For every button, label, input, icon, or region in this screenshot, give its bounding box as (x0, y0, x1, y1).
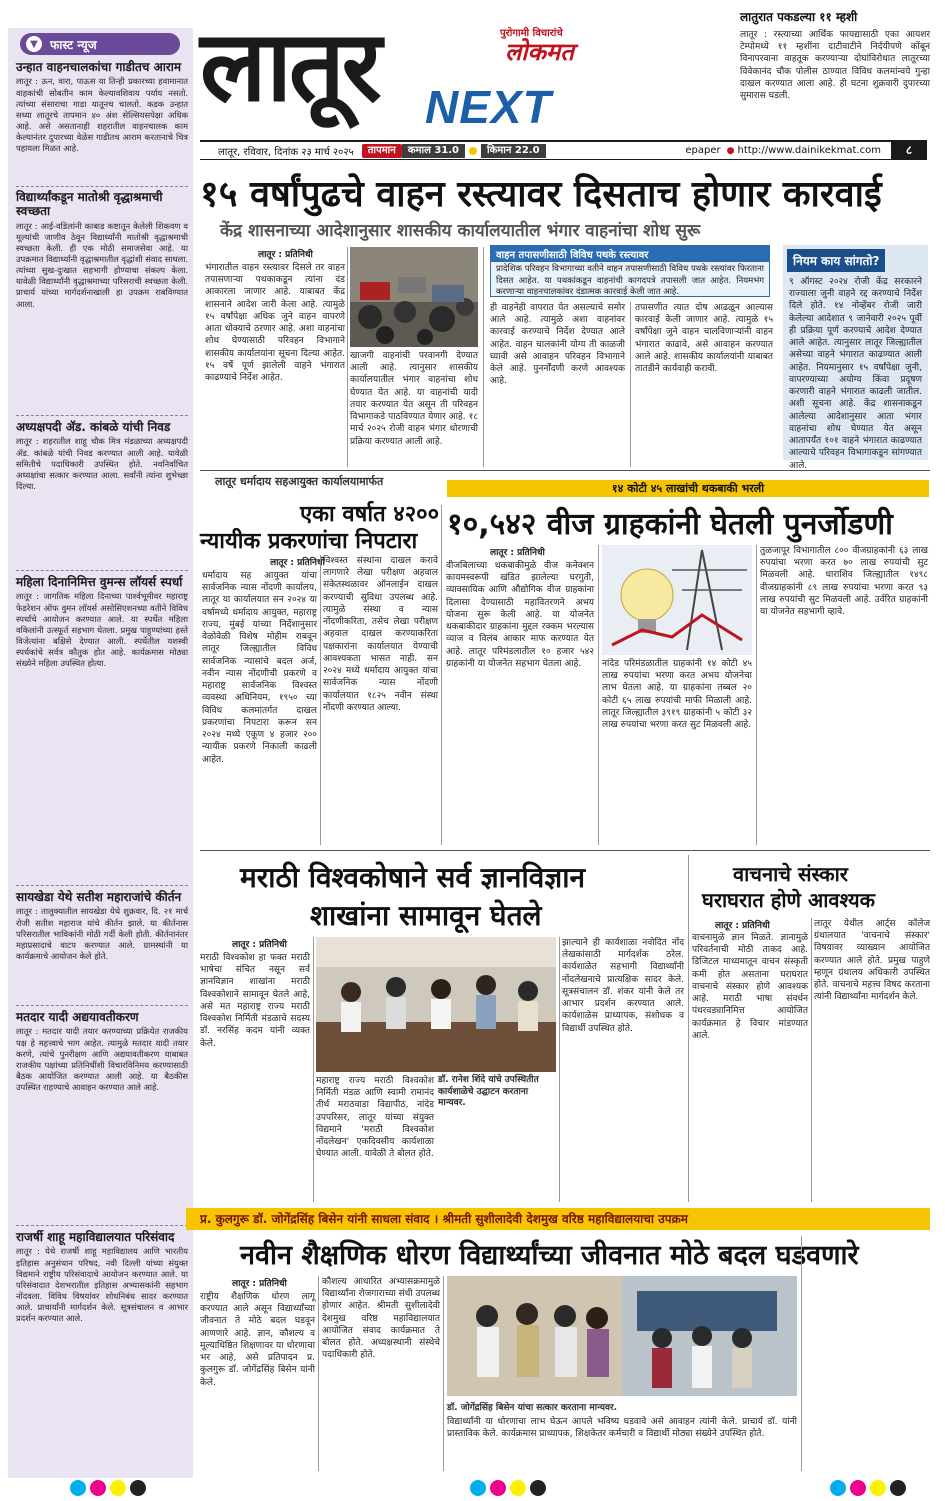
weather-label: तापमान (362, 144, 402, 158)
lead-subhead: केंद्र शासनाच्या आदेशानुसार शासकीय कार्यालयातील भंगार वाहनांचा शोध सुरू (220, 221, 701, 241)
power-col-1: वीजबिलाच्या थकबाकीमुळे वीज कनेक्शन कायमस्वरूपी खंडित झालेल्या घरगुती, व्यावसायिक आणि औद्योगिक वीज ग्राहकांना दिलासा देण्यासाठी महावितरणने अभय योजना सुरू केली आहे. या योजनेत थकबाकीदार ग्राहकांना मुद्दल रक्कम भरल्यास व्याज व विलंब आकार माफ करण्यात येत आहे. लातूर परिमंडलातील १० हजार ५४२ ग्राहकांनी या योजनेत सहभाग घेतला आहे. (446, 561, 594, 669)
lead-col-2: खाजगी वाहनांची परवानगी देण्यात आली आहे. त्यानुसार शासकीय कार्यालयातील भंगार वाहनांचा शोध घेण्यात येत आहे. या वाहनांची यादी तयार करण्यात येत असून ती परिवहन विभागाकडे पाठविण्यात येणार आहे. १८ मार्च २०२५ रोजी वाहन भंगार धोरणाची प्रक्रिया करण्यात आली आहे. (350, 351, 478, 447)
dateline: लातूर, रविवार, दिनांक २३ मार्च २०२५ (218, 146, 354, 158)
sidebar-item-title: मतदार यादी अद्ययावतीकरण (16, 1010, 139, 1024)
top-right-news (740, 8, 930, 136)
encyclopedia-byline: लातूर : प्रतिनिधी (232, 940, 287, 950)
rule-info-box (783, 245, 928, 471)
registration-mark (850, 1480, 866, 1496)
reading-col-2: लातूर येथील आर्ट्स कॉलेज ग्रंथालयात 'वाचनाचे संस्कार' विषयावर व्याख्यान आयोजित करण्यात आले होते. प्रमुख पाहुणे म्हणून ग्रंथालय अधिकारी उपस्थित होते. वाचनाचे महत्त्व विषद करताना त्यांनी विद्यार्थ्यांना मार्गदर्शन केले. (814, 919, 930, 1003)
registration-mark (510, 1480, 526, 1496)
education-photo-caption: डॉ. जोगेंद्रसिंह बिसेन यांचा सत्कार करताना मान्यवर. (447, 1403, 618, 1413)
sidebar-item-title: अध्यक्षपदी ॲड. कांबळे यांची निवड (16, 420, 171, 434)
reading-col-1: वाचनामुळे ज्ञान मिळते. ज्ञानामुळे परिवर्तनाची मोठी ताकद आहे. डिजिटल माध्यमातून वाचन संस्कृती कमी होत असताना घराघरात वाचनाचे संस्कार होणे आवश्यक आहे. मराठी भाषा संवर्धन पंधरवड्यानिमित्त आयोजित कार्यक्रमात हे विचार मांडण्यात आले. (692, 933, 808, 1041)
masthead-brand: लोकमत (505, 37, 574, 66)
sidebar-item (16, 60, 188, 180)
registration-mark (870, 1480, 886, 1496)
sidebar-item-text: लातूर : मतदार यादी तयार करण्याच्या प्रक्रियेत राजकीय पक्ष हे महत्त्वाचे भाग आहेत. त्यामुळे मतदार यादी तयार करणे, त्यांचे पुनरीक्षण आणि अद्ययावतीकरण याबाबत राजकीय पक्षांच्या प्रतिनिधींशी विचारविनिमय करण्यासाठी बैठक आयोजित करण्यात आली आहे. या बैठकीस उपस्थित राहण्याचे आवाहन करण्यात आले आहे. (16, 1026, 188, 1092)
power-byline: लातूर : प्रतिनिधी (490, 548, 545, 558)
sidebar-item (16, 420, 188, 565)
vehicle-box-text: प्रादेशिक परिवहन विभागाच्या वतीने वाहन तपासणीसाठी विविध पथके रस्त्यांवर फिरताना दिसत आहेत. या पथकांकडून वाहनांची कागदपत्रे तपासली जात आहेत. नियमभंग करणाऱ्या वाहनचालकांवर दंडात्मक कारवाई केली जात आहे. (496, 264, 764, 298)
page-number: ८ (891, 141, 927, 160)
registration-mark (530, 1480, 546, 1496)
link-icon: ● (726, 145, 735, 156)
arrears-bar: १४ कोटी ४५ लाखांची थकबाकी भरली (447, 480, 929, 497)
lead-col-3: ही वाहनेही वापरात येत असल्याचे समोर आले आहे. त्यामुळे अशा वाहनांवर कारवाई करण्याचे निर्देश देण्यात आले आहेत. वाहन चालकांनी योग्य ती काळजी घ्यावी असे आवाहन परिवहन विभागाने केले आहे. पुनर्नोंदणी करणे आवश्यक आहे. (490, 303, 625, 387)
sidebar-item (16, 1230, 188, 1470)
reading-headline-1: वाचनाचे संस्कार (733, 862, 848, 886)
sidebar-item-title: राजर्षी शाहू महाविद्यालयात परिसंवाद (16, 1230, 175, 1244)
masthead-title: लातूर (200, 9, 379, 124)
encyclopedia-col-1: मराठी विश्वकोश हा फक्त मराठी भाषेचा संचित नसून सर्व ज्ञानविज्ञान शाखांना मराठी विश्वकोशाने सामावून घेतले आहे, असे मत महाराष्ट्र राज्य मराठी विश्वकोश निर्मिती मंडळाचे सदस्य डॉ. नरसिंह कदम यांनी व्यक्त केले. (200, 953, 310, 1049)
top-right-title: लातुरात पकडल्या ११ म्हशी (740, 10, 858, 24)
electricity-photo (602, 545, 752, 655)
sidebar-item-title: महिला दिनानिमित्त वुमन्स लॉयर्स स्पर्धा (16, 575, 183, 589)
registration-mark (70, 1480, 86, 1496)
court-headline-2: न्यायीक प्रकरणांचा निपटारा (200, 529, 418, 554)
registration-mark (890, 1480, 906, 1496)
education-col-2: कौशल्य आधारित अभ्यासक्रमामुळे विद्यार्थ्यांना रोजगाराच्या संधी उपलब्ध होणार आहेत. श्रीमती सुशीलादेवी देशमुख वरिष्ठ महाविद्यालयात आयोजित संवाद कार्यक्रमात ते बोलत होते. अध्यक्षस्थानी संस्थेचे पदाधिकारी होते. (322, 1277, 440, 1361)
court-col-2: विश्वस्त संस्थांना दाखल करावे लागणारे लेखा परीक्षण अहवाल संकेतस्थळावर ऑनलाईन दाखल करण्याची सुविधा उपलब्ध आहे. त्यामुळे संस्था व न्यास नोंदणीकरिता, तसेच लेखा परीक्षण अहवाल दाखल करण्याकरिता पक्षकारांना कार्यालयात येण्याची आवश्यकता भासत नाही. सन २०२४ मध्ये धर्मादाय आयुक्त यांचा सार्वजनिक न्यास नोंदणी कार्यालयात १८२५ नवीन संस्था नोंदणी करण्यात आल्या. (323, 556, 438, 713)
encyclopedia-photo-caption: डॉ. रानेश शिंदे यांचे उपस्थितीत कार्यशाळेचे उद्घाटन करताना मान्यवर. (438, 1075, 539, 1109)
sidebar-item (16, 575, 188, 880)
court-headline-1: एका वर्षात ४२०० (300, 502, 440, 527)
encyclopedia-headline-2: शाखांना सामावून घेतले (310, 899, 542, 932)
education-bar: प्र. कुलगुरू डॉ. जोगेंद्रसिंह बिसेन यांनी साधला संवाद । श्रीमती सुशीलादेवी देशमुख वरिष्ठ महाविद्यालयाचा उपक्रम (186, 1208, 930, 1230)
fast-news-label: फास्ट न्यूज (50, 37, 97, 52)
rule-box-title: नियम काय सांगतो? (787, 249, 885, 272)
sidebar-item-title: उन्हात वाहनचालकांचा गाडीतच आराम (16, 60, 182, 74)
sidebar-item-title: विद्यार्थ्यांकडून मातोश्री वृद्धाश्रमाची स्वच्छता (16, 190, 163, 219)
lead-byline: लातूर : प्रतिनिधी (258, 250, 313, 260)
workshop-photo (316, 937, 556, 1072)
registration-mark (470, 1480, 486, 1496)
lead-col-4: तपासणीत त्यात दोष आढळून आल्यास कारवाई केली जाणार आहे. त्यामुळे १५ वर्षांपेक्षा जुने वाहन चालविणाऱ्यांनी वाहन भंगारात काढावे, असे आवाहन करण्यात आले आहे. शासकीय कार्यालयांनी याबाबत तातडीने कार्यवाही करावी. (635, 303, 773, 375)
lead-headline: १५ वर्षांपुढचे वाहन रस्त्यावर दिसताच होणार कारवाई (200, 174, 882, 215)
education-photo (447, 1276, 797, 1396)
sidebar-item-text: लातूर : शहरातील शाहू चौक मित्र मंडळाच्या अध्यक्षपदी ॲड. कांबळे यांची निवड करण्यात आली आहे. यावेळी समितीचे पदाधिकारी उपस्थित होते. नवनिर्वाचित अध्यक्षांचा सत्कार करण्यात आला. सर्वांनी त्यांना शुभेच्छा दिल्या. (16, 436, 188, 491)
vehicle-check-box (490, 245, 770, 297)
sidebar-item-text: लातूर : येथे राजर्षी शाहू महाविद्यालय आणि भारतीय इतिहास अनुसंधान परिषद, नवी दिल्ली यांच्या संयुक्त विद्यमाने राष्ट्रीय परिसंवादाचे आयोजन करण्यात आले. या परिसंवादात देशभरातील इतिहास अभ्यासकांनी सहभाग नोंदवला. विविध विषयांवर शोधनिबंध सादर करण्यात आले. प्राचार्यांनी मार्गदर्शन केले. सूत्रसंचालन व आभार प्रदर्शन करण्यात आले. (16, 1246, 188, 1324)
fast-news-header (20, 33, 180, 55)
court-byline: लातूर : प्रतिनिधी (270, 558, 325, 568)
education-headline: नवीन शैक्षणिक धोरण विद्यार्थ्यांच्या जीवनात मोठे बदल घडवणारे (240, 1240, 859, 1271)
sidebar-item-title: सायखेडा येथे सतीश महाराजांचे कीर्तन (16, 890, 182, 904)
vehicle-box-title: वाहन तपासणीसाठी विविध पथके रस्त्यावर (491, 246, 769, 262)
top-right-text: लातूर : रस्त्याच्या आर्थिक फायद्यासाठी एका आयशर टेम्पोमध्ये ११ म्हशींना दाटीवाटीने निर्दयीपणे कोंबून विनापरवाना वाहतूक करण्याऱ्या दोघांविरोधात लातूरच्या विवेकानंद चौक पोलीस ठाण्यात विविध कलमांन्वये गुन्हा दाखल करण्यात आला आहे. ही घटना शुक्रवारी दुपारच्या सुमारास घडली. (740, 30, 930, 102)
rule-box-text: ९ ऑगस्ट २०२४ रोजी केंद्र सरकारने राज्याला जुनी वाहने रद्द करण्याचे निर्देश दिले होते. १४ नोव्हेंबर रोजी जारी केलेल्या आदेशात ९ जानेवारी २०२५ पूर्वी ही प्रक्रिया पूर्ण करण्याचे आदेश देण्यात आले आहेत. त्यानुसार लातूर जिल्ह्यातील असेच्या वाहने भंगारात काढण्यात आली आहेत. नियमानुसार १५ वर्षांपेक्षा जुनी, वापरण्याच्या अयोग्य किंवा प्रदूषण करणारी वाहने भंगारात काढली जातील. अशी सूचना आहे. केंद्र शासनाकडून आलेल्या आदेशानुसार आता भंगार वाहनांचा शोध घेण्यात येत असून आतापर्यंत १०१ वाहने भंगारात काढण्यात आल्याचे परिवहन विभागाकडून सांगण्यात आले. (789, 277, 922, 471)
weather-max: कमाल 31.0 (402, 144, 465, 158)
registration-mark (130, 1480, 146, 1496)
chevron-down-icon: ▼ (26, 36, 42, 52)
encyclopedia-headline-1: मराठी विश्वकोषाने सर्व ज्ञानविज्ञान (240, 861, 586, 894)
registration-mark (90, 1480, 106, 1496)
power-headline: १०,५४२ वीज ग्राहकांनी घेतली पुनर्जोडणी (447, 507, 893, 542)
sidebar-item-text: लातूर : आई-वडिलांनी काबाड कष्टातून केलेली शिकवण व मूल्यांची जाणीव ठेवून विद्यार्थ्यांनी मातोश्री वृद्धाश्रमाची स्वच्छता केली. ही एक मोठी समाजसेवा आहे. या उपक्रमात विद्यार्थ्यांनी वृद्धाश्रमातील वृद्धांशी संवाद साधला. त्यांच्या सुख-दुःखात सहभागी होण्याचा संकल्प केला. यावेळी विद्यार्थ्यांनी वृद्धाश्रमाच्या परिसराची स्वच्छता केली. प्राचार्य यांच्या मार्गदर्शनाखाली हा उपक्रम राबविण्यात आला. (16, 220, 188, 309)
scrap-vehicles-photo (350, 247, 478, 347)
encyclopedia-col-2: महाराष्ट्र राज्य मराठी विश्वकोश निर्मिती मंडळ आणि स्वामी रामानंद तीर्थ मराठवाडा विद्यापीठ, नांदेड उपपरिसर, लातूर यांच्या संयुक्त विद्यमाने 'मराठी विश्वकोश नोंदलेखन' एकदिवसीय कार्यशाळा घेण्यात आली. यावेळी ते बोलत होते. (316, 1076, 434, 1160)
sidebar-item (16, 890, 188, 1000)
court-col-1: धर्मादाय सह आयुक्त यांचा सार्वजनिक न्यास नोंदणी कार्यालय, लातूर या कार्यालयात सन २०२४ या वर्षामध्ये धर्मादाय आयुक्त, महाराष्ट्र राज्य, मुंबई यांच्या निर्देशानुसार वेळोवेळी विशेष मोहीम राबवून लातूर जिल्ह्यातील विविध सार्वजनिक न्यासांचे बदल अर्ज, नवीन न्यास नोंदणीची प्रकरणे व महाराष्ट्र सार्वजनिक विश्वस्त व्यवस्था अधिनियम, १९५० च्या विविध कलमांतर्गत दाखल प्रकरणांचा निपटारा करून सन २०२४ मध्ये एकूण ४ हजार २०० न्यायीक प्रकरणे निकाली काढली आहेत. (202, 571, 317, 765)
sidebar-item-text: लातूर : तालुक्यातील सायखेडा येथे शुक्रवार, दि. २१ मार्च रोजी सतीश महाराज यांचे कीर्तन झाले. या कीर्तनास परिसरातील भाविकांनी मोठी गर्दी केली होती. कीर्तनानंतर महाप्रसादाचे वाटप करण्यात आले. ग्रामस्थांनी या कार्यक्रमाचे आयोजन केले होते. (16, 906, 188, 961)
masthead-tagline: पुरोगामी विचारांचे (500, 28, 563, 39)
lead-col-1: भंगारातील वाहन रस्त्यावर दिसले तर वाहन तपासणाऱ्या पथकाकडून त्यांना दंड आकारला जाणार आहे. याबाबत केंद्र शासनाने आदेश जारी केला आहे. त्यामुळे १५ वर्षांपेक्षा अधिक जुने वाहन वापरणे आता धोक्याचे ठरणार आहे. अशा वाहनांचा शोध घेण्यासाठी परिवहन विभागाने शासकीय कार्यालयांना सूचना दिल्या आहेत. १५ वर्षे पूर्ण झालेली वाहने भंगारात काढण्याचे निर्देश आहेत. (205, 263, 345, 384)
reading-headline-2: घराघरात होणे आवश्यक (702, 888, 875, 912)
sidebar-item (16, 190, 188, 410)
sidebar-item (16, 1010, 188, 1220)
weather-min: किमान 22.0 (481, 144, 546, 158)
sun-icon (469, 147, 477, 155)
power-col-3: नांदेड परिमंडळातील ग्राहकांनी १४ कोटी ४५ लाख रुपयांचा भरणा करत अभय योजनेचा लाभ घेतला आहे. या ग्राहकांना तब्बल २० कोटी ६५ लाख रुपयांची माफी मिळाली आहे. लातूर जिल्ह्यातील ३९१९ ग्राहकांनी ५ कोटी ३२ लाख रुपयांचा भरणा करत सुट मिळवली आहे. (602, 659, 752, 731)
date-bar (200, 140, 927, 160)
website-link[interactable]: http://www.dainikekmat.com (737, 145, 881, 156)
registration-mark (490, 1480, 506, 1496)
education-byline: लातूर : प्रतिनिधी (232, 1279, 287, 1289)
sidebar-item-text: लातूर : जागतिक महिला दिनाच्या पार्श्वभूमीवर महाराष्ट्र फेडरेशन ऑफ वुमन लॉयर्स असोसिएशनच्या वतीने विविध स्पर्धांचे आयोजन करण्यात आले. या स्पर्धेत महिला वकिलांनी उत्स्फूर्त सहभाग घेतला. प्रमुख पाहुण्यांच्या हस्ते विजेत्यांना बक्षिसे देण्यात आली. स्पर्धेतील यशस्वी स्पर्धकांचे सर्वत्र कौतुक होत आहे. कार्यक्रमास मोठ्या संख्येने महिला उपस्थित होत्या. (16, 591, 188, 669)
education-col-1: राष्ट्रीय शैक्षणिक धोरण लागू करण्यात आले असून विद्यार्थ्यांच्या जीवनात ते मोठे बदल घडवून आणणारे आहे. ज्ञान, कौशल्य व मूल्याधिष्ठित शिक्षणावर या धोरणाचा भर आहे, असे प्रतिपादन प्र. कुलगुरू डॉ. जोगेंद्रसिंह बिसेन यांनी केले. (200, 1292, 315, 1388)
power-col-4: तुळजापूर विभागातील ८०० वीजग्राहकांनी ६३ लाख रुपयांचा भरणा करत ७० लाख रुपयांची सुट मिळवली आहे. धाराशिव जिल्ह्यातील १४९८ वीजग्राहकांनी ८९ लाख रुपयांचा भरणा करत ९३ लाख रुपयांची सुट मिळवली आहे. उर्वरित ग्राहकांनी या योजनेत सहभागी व्हावे. (760, 546, 928, 618)
sidebar-item-text: लातूर : ऊन, वारा, पाऊस या तिन्ही प्रकारच्या हवामानात वाहकांची सोबतीन काम केल्यावशिवाय पर्याय नसतो. त्यांच्या संसाराचा गाडा यातूनच चालतो. कडक उन्हात सध्या लातूरचे तापमान ४० अंश सेल्सियसपेक्षा अधिक आहे. असे असतानाही शहरातील वाहनचालक काम केल्यानंतर दुपारच्या वेळेस गाडीतच आराम करतानाचे चित्र पहायला मिळत आहे. (16, 76, 188, 154)
education-col-3: विद्यार्थ्यांनी या धोरणाचा लाभ घेऊन आपले भविष्य घडवावे असे आवाहन त्यांनी केले. प्राचार्य डॉ. यांनी प्रास्ताविक केले. कार्यक्रमास प्राध्यापक, शिक्षकेतर कर्मचारी व विद्यार्थी मोठ्या संख्येने उपस्थित होते. (447, 1417, 797, 1440)
masthead-next-logo: NEXT (425, 81, 552, 133)
epaper-label: epaper (685, 145, 721, 156)
court-kicker: लातूर धर्मादाय सहआयुक्त कार्यालयामार्फत (215, 475, 384, 488)
encyclopedia-col-3: झाल्याने ही कार्यशाळा नवोदित नोंद लेखकांसाठी मार्गदर्शक ठरेल. कार्यशाळेत सहभागी विद्यार्थ्यांनी नोंदलेखनाचे प्रात्यक्षिक सादर केले. सूत्रसंचालन डॉ. शंकर यांनी केले तर आभार प्रदर्शन करण्यात आले. कार्यशाळेस प्राध्यापक, संशोधक व विद्यार्थी उपस्थित होते. (562, 938, 684, 1034)
registration-mark (110, 1480, 126, 1496)
registration-mark (830, 1480, 846, 1496)
reading-byline: लातूर : प्रतिनिधी (715, 921, 770, 931)
